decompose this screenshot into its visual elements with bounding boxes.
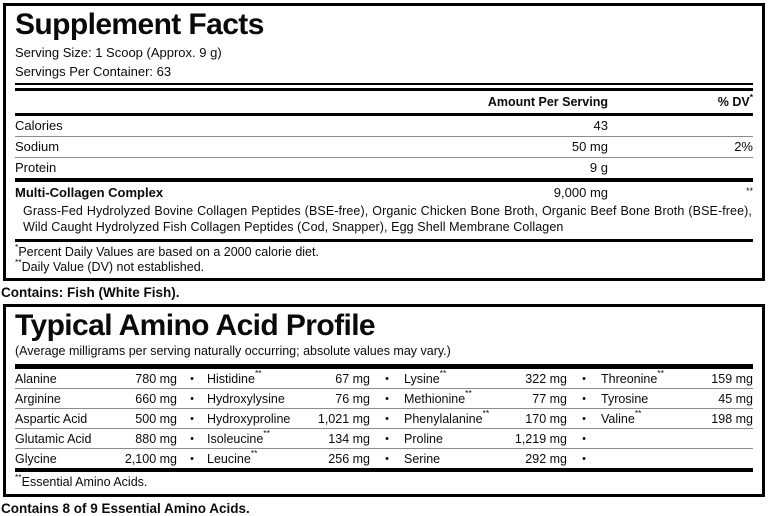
amino-value: 77 mg (532, 391, 567, 406)
amino-name: Alanine (15, 371, 57, 386)
amino-pair (15, 452, 177, 466)
amino-name: Threonine** (601, 368, 664, 386)
amino-value: 76 mg (335, 391, 370, 406)
amino-value: 292 mg (525, 451, 567, 466)
amino-name: Isoleucine** (207, 428, 270, 446)
bullet-separator: • (190, 452, 194, 465)
bullet-separator: • (385, 392, 389, 405)
bullet-separator: • (582, 392, 586, 405)
amino-name: Histidine** (207, 368, 262, 386)
bullet-separator: • (582, 412, 586, 425)
amino-acid-profile-panel (3, 304, 765, 497)
amino-name: Serine (404, 451, 441, 466)
amino-value: 660 mg (135, 391, 177, 406)
amino-pair (601, 408, 753, 426)
serving-size-line: Serving Size: 1 Scoop (Approx. 9 g) (15, 45, 222, 60)
nutrient-row-protein (15, 158, 753, 178)
nutrient-name: Sodium (15, 139, 60, 154)
bullet-separator: • (385, 452, 389, 465)
amino-row (15, 449, 753, 468)
servings-per-container-line: Servings Per Container: 63 (15, 64, 172, 79)
amino-value: 159 mg (711, 371, 753, 386)
amino-row (15, 409, 753, 429)
amino-value: 45 mg (718, 391, 753, 406)
amino-value: 2,100 mg (124, 451, 177, 466)
amino-row (15, 369, 753, 389)
bullet-separator: • (385, 412, 389, 425)
amino-value: 880 mg (135, 431, 177, 446)
bullet-separator: • (190, 412, 194, 425)
complex-amount: 9,000 mg (553, 185, 608, 200)
amino-value: 170 mg (525, 411, 567, 426)
amino-pair (207, 412, 370, 426)
amino-value: 134 mg (328, 431, 370, 446)
footnote-percent-dv: *Percent Daily Values are based on a 2000 calorie diet. (15, 241, 319, 259)
bullet-separator: • (582, 452, 586, 465)
amino-value: 1,021 mg (317, 411, 370, 426)
amino-pair (404, 452, 567, 466)
amount-per-serving-header: Amount Per Serving (487, 95, 608, 109)
amino-pair (207, 448, 370, 466)
bullet-separator: • (385, 372, 389, 385)
amino-name: Methionine** (404, 388, 472, 406)
amino-value: 67 mg (335, 371, 370, 386)
supplement-facts-title: Supplement Facts (15, 8, 264, 41)
complex-name: Multi-Collagen Complex (15, 185, 164, 200)
amino-name: Phenylalanine** (404, 408, 490, 426)
supplement-facts-panel (3, 3, 765, 281)
bullet-separator: • (582, 372, 586, 385)
bullet-separator: • (582, 432, 586, 445)
amino-pair (207, 392, 370, 406)
amino-name: Lysine** (404, 368, 447, 386)
amino-value: 198 mg (711, 411, 753, 426)
amino-name: Leucine** (207, 448, 258, 466)
nutrient-amount: 50 mg (571, 139, 608, 154)
nutrient-amount: 9 g (589, 160, 608, 175)
amino-name: Aspartic Acid (15, 411, 88, 426)
amino-name: Glutamic Acid (15, 431, 92, 446)
essential-note: Contains 8 of 9 Essential Amino Acids. (1, 501, 250, 516)
amino-name: Glycine (15, 451, 57, 466)
amino-pair (404, 388, 567, 406)
amino-pair (15, 372, 177, 386)
amino-pair (404, 408, 567, 426)
amino-value: 256 mg (328, 451, 370, 466)
percent-dv-header: % DV* (717, 91, 753, 109)
nutrient-dv: 2% (734, 139, 753, 154)
amino-name: Hydroxylysine (207, 391, 285, 406)
medium-rule (15, 239, 753, 242)
amino-value: 322 mg (525, 371, 567, 386)
nutrient-amount: 43 (593, 118, 608, 133)
bullet-separator: • (190, 432, 194, 445)
amino-row (15, 389, 753, 409)
amino-name: Arginine (15, 391, 61, 406)
essential-amino-footnote: **Essential Amino Acids. (15, 471, 148, 489)
amino-profile-subtitle: (Average milligrams per serving naturally occurring; absolute values may vary.) (15, 344, 451, 358)
amino-row (15, 429, 753, 449)
bullet-separator: • (385, 432, 389, 445)
nutrient-name: Protein (15, 160, 57, 175)
amino-pair (601, 392, 753, 406)
amino-pair (404, 368, 567, 386)
amino-pair (15, 392, 177, 406)
amino-pair (601, 368, 753, 386)
amino-name: Valine** (601, 408, 642, 426)
bullet-separator: • (190, 372, 194, 385)
amino-pair (207, 368, 370, 386)
nutrient-name: Calories (15, 118, 63, 133)
amino-profile-title: Typical Amino Acid Profile (15, 309, 376, 342)
bullet-separator: • (190, 392, 194, 405)
allergen-note: Contains: Fish (White Fish). (1, 285, 180, 300)
complex-ingredients-description: Grass-Fed Hydrolyzed Bovine Collagen Peptides (BSE-free), Organic Chicken Bone Broth, Organic Beef Bone Broth (BSE-free), Wild Caught Hydrolyzed Fish Collagen Peptides (Cod, Snapper), Egg Shell Membrane Collagen (23, 204, 752, 234)
amino-name: Proline (404, 431, 443, 446)
facts-header-row (15, 91, 753, 116)
multi-collagen-complex-row (15, 182, 753, 203)
nutrient-row-calories (15, 116, 753, 137)
amino-pair (15, 412, 177, 426)
amino-value: 780 mg (135, 371, 177, 386)
amino-pair (15, 432, 177, 446)
nutrient-row-sodium (15, 137, 753, 158)
amino-pair (404, 432, 567, 446)
complex-dv-marker: ** (745, 186, 753, 196)
footnote-dv-not-established: **Daily Value (DV) not established. (15, 256, 205, 274)
amino-name: Tyrosine (601, 391, 649, 406)
amino-pair (207, 428, 370, 446)
amino-value: 500 mg (135, 411, 177, 426)
amino-name: Hydroxyproline (207, 411, 291, 426)
thick-double-rule (15, 83, 753, 91)
amino-value: 1,219 mg (514, 431, 567, 446)
